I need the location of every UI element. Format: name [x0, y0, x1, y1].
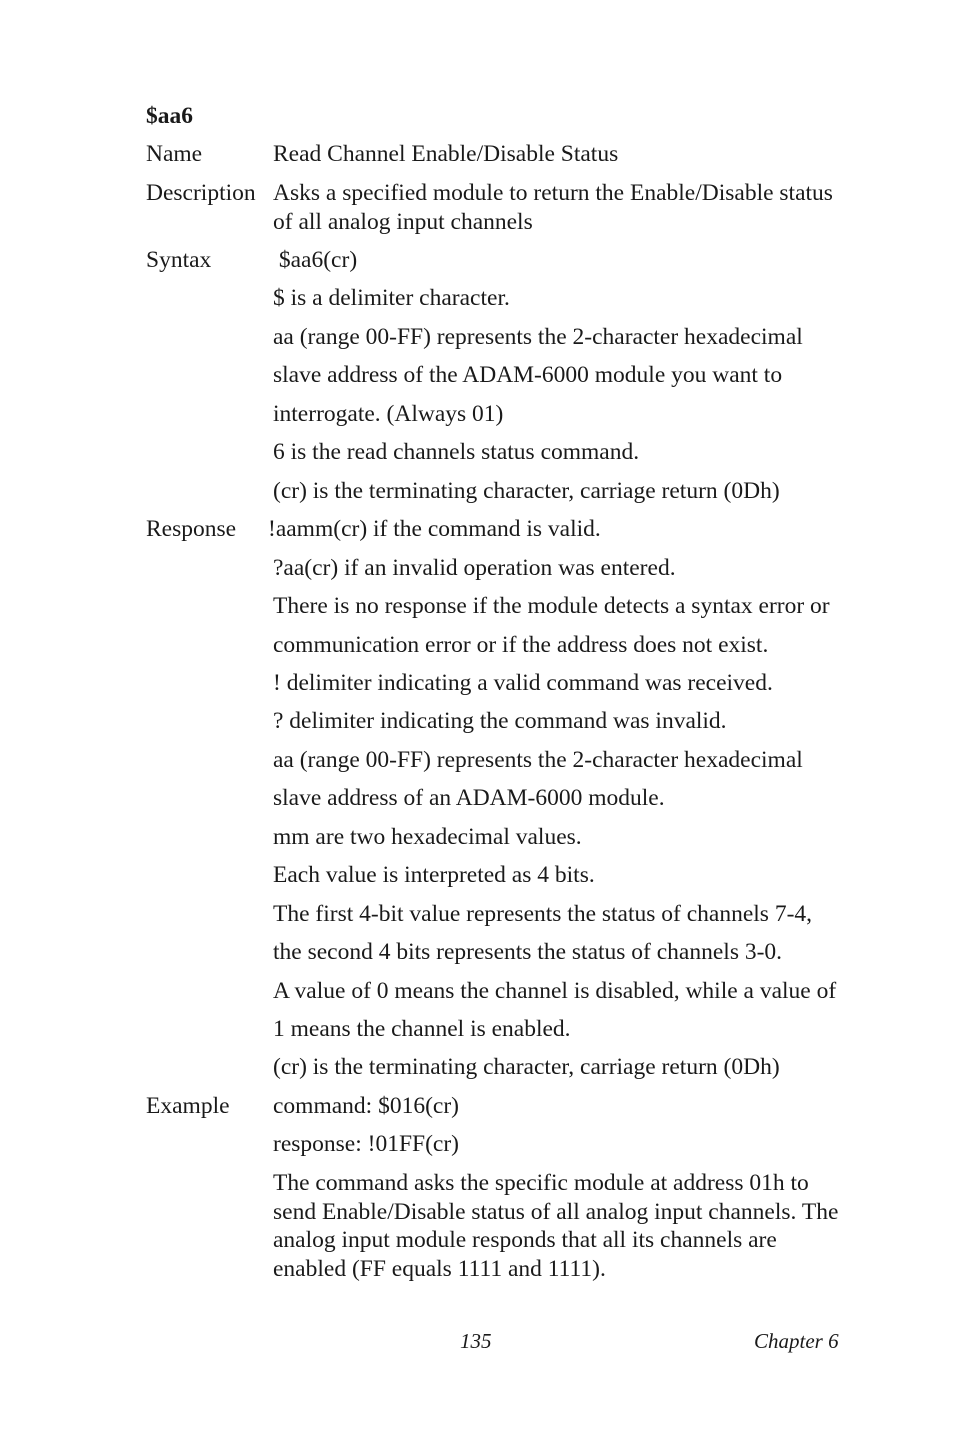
- example-line: enabled (FF equals 1111 and 1111).: [273, 1256, 606, 1282]
- response-line: The first 4-bit value represents the status of channels 7-4,: [273, 901, 813, 927]
- response-line: ? delimiter indicating the command was invalid.: [273, 708, 727, 734]
- example-line: analog input module responds that all its channels are: [273, 1227, 777, 1253]
- name-label: Name: [146, 141, 203, 167]
- syntax-label: Syntax: [146, 247, 212, 273]
- syntax-line: 6 is the read channels status command.: [273, 439, 640, 465]
- example-line: command: $016(cr): [273, 1093, 459, 1119]
- syntax-line: (cr) is the terminating character, carriage return (0Dh): [273, 478, 780, 504]
- response-line: There is no response if the module detects a syntax error or: [273, 593, 830, 619]
- syntax-line: $ is a delimiter character.: [273, 285, 510, 311]
- syntax-line: $aa6(cr): [273, 247, 358, 273]
- example-line: The command asks the specific module at address 01h to: [273, 1170, 809, 1196]
- example-line: response: !01FF(cr): [273, 1131, 460, 1157]
- command-heading: $aa6: [146, 103, 193, 129]
- syntax-line: interrogate. (Always 01): [273, 401, 504, 427]
- syntax-line: slave address of the ADAM-6000 module you want to: [273, 362, 783, 388]
- response-line: mm are two hexadecimal values.: [273, 824, 582, 850]
- response-line: slave address of an ADAM-6000 module.: [273, 785, 665, 811]
- page-number: 135: [460, 1329, 492, 1353]
- example-label: Example: [146, 1093, 230, 1119]
- response-line: Each value is interpreted as 4 bits.: [273, 862, 595, 888]
- response-line: (cr) is the terminating character, carriage return (0Dh): [273, 1054, 780, 1080]
- response-label: Response: [146, 516, 237, 542]
- response-line: !aamm(cr) if the command is valid.: [268, 516, 601, 542]
- description-line: of all analog input channels: [273, 209, 533, 235]
- response-line: ! delimiter indicating a valid command was received.: [273, 670, 773, 696]
- response-line: A value of 0 means the channel is disabled, while a value of: [273, 978, 837, 1004]
- description-label: Description: [146, 180, 256, 206]
- response-line: ?aa(cr) if an invalid operation was entered.: [273, 555, 676, 581]
- name-text: Read Channel Enable/Disable Status: [273, 141, 619, 167]
- syntax-line: aa (range 00-FF) represents the 2-character hexadecimal: [273, 324, 803, 350]
- chapter-label: Chapter 6: [754, 1329, 839, 1353]
- description-line: Asks a specified module to return the Enable/Disable status: [273, 180, 833, 206]
- response-line: communication error or if the address does not exist.: [273, 632, 769, 658]
- example-line: send Enable/Disable status of all analog input channels. The: [273, 1199, 839, 1225]
- response-line: aa (range 00-FF) represents the 2-character hexadecimal: [273, 747, 803, 773]
- response-line: the second 4 bits represents the status of channels 3-0.: [273, 939, 783, 965]
- response-line: 1 means the channel is enabled.: [273, 1016, 571, 1042]
